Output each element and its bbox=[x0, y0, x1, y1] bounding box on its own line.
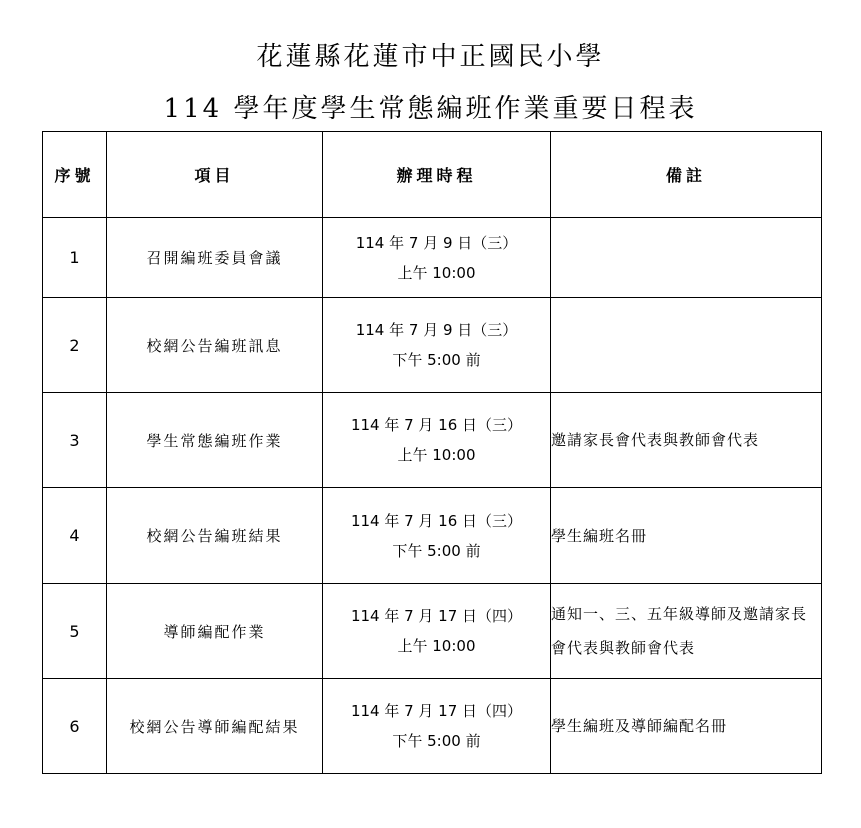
row-date: 114 年 7 月 16 日（三） bbox=[350, 416, 523, 434]
table-row bbox=[43, 584, 822, 679]
table-row bbox=[43, 218, 822, 298]
row-number: 5 bbox=[43, 584, 107, 679]
row-item: 導師編配作業 bbox=[107, 584, 323, 679]
table-row bbox=[43, 393, 822, 488]
row-date: 114 年 7 月 17 日（四） bbox=[350, 702, 523, 720]
header-note: 備註 bbox=[551, 132, 822, 218]
row-date: 114 年 7 月 17 日（四） bbox=[350, 607, 523, 625]
row-note: 學生編班及導師編配名冊 bbox=[551, 679, 822, 774]
row-item: 召開編班委員會議 bbox=[107, 218, 323, 298]
schedule-title: 114 學年度學生常態編班作業重要日程表 bbox=[163, 94, 698, 124]
row-number: 1 bbox=[43, 218, 107, 298]
row-date: 114 年 7 月 16 日（三） bbox=[350, 511, 523, 530]
table-header-row bbox=[43, 132, 822, 218]
row-note bbox=[551, 298, 822, 393]
table-row bbox=[43, 298, 822, 393]
row-schedule bbox=[323, 298, 551, 393]
row-item: 校網公告導師編配結果 bbox=[107, 679, 323, 774]
row-number: 3 bbox=[43, 393, 107, 488]
school-name-title: 花蓮縣花蓮市中正國民小學 bbox=[256, 42, 605, 72]
table-row bbox=[43, 679, 822, 774]
row-schedule bbox=[323, 488, 551, 584]
header-item: 項目 bbox=[107, 132, 323, 218]
row-time: 下午 5:00 前 bbox=[392, 732, 481, 750]
row-item: 學生常態編班作業 bbox=[107, 393, 323, 488]
row-schedule bbox=[323, 584, 551, 679]
row-time: 下午 5:00 前 bbox=[392, 351, 481, 369]
row-schedule bbox=[323, 679, 551, 774]
row-note: 邀請家長會代表與教師會代表 bbox=[551, 393, 822, 488]
header-no: 序號 bbox=[43, 132, 107, 218]
row-time: 上午 10:00 bbox=[397, 263, 476, 282]
row-note: 學生編班名冊 bbox=[551, 488, 822, 584]
row-note: 通知一、三、五年級導師及邀請家長會代表與教師會代表 bbox=[551, 584, 822, 679]
table-row bbox=[43, 488, 822, 584]
row-date: 114 年 7 月 9 日（三） bbox=[355, 233, 518, 252]
header-time: 辦理時程 bbox=[323, 132, 551, 218]
row-date: 114 年 7 月 9 日（三） bbox=[355, 321, 518, 339]
row-item: 校網公告編班訊息 bbox=[107, 298, 323, 393]
row-schedule bbox=[323, 218, 551, 298]
row-schedule bbox=[323, 393, 551, 488]
row-number: 6 bbox=[43, 679, 107, 774]
row-number: 4 bbox=[43, 488, 107, 584]
row-time: 上午 10:00 bbox=[397, 446, 476, 464]
schedule-table bbox=[42, 131, 822, 774]
row-time: 下午 5:00 前 bbox=[392, 541, 481, 560]
row-item: 校網公告編班結果 bbox=[107, 488, 323, 584]
row-time: 上午 10:00 bbox=[397, 637, 476, 655]
row-number: 2 bbox=[43, 298, 107, 393]
row-note bbox=[551, 218, 822, 298]
